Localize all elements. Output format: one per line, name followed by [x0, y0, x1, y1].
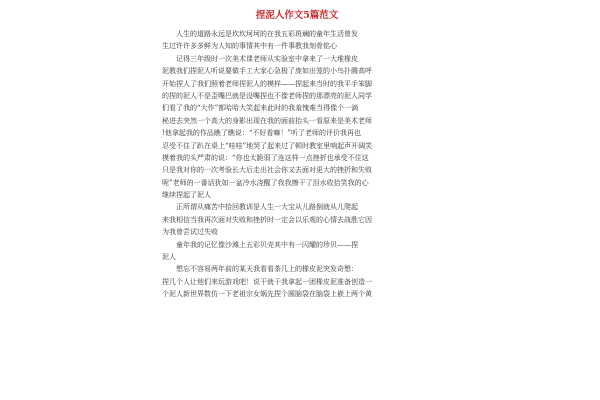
text-line: 捏几个人让他们来玩游戏吧！说干就干我拿起一团橡皮泥准备创造一 [162, 277, 372, 286]
paragraph [162, 53, 432, 202]
text-line: 为我曾尝试过失败 [162, 228, 218, 237]
text-line: 记得三年级时一次美术课老师从实验室中拿来了一大堆橡皮 [176, 54, 358, 63]
text-line: !他拿起我的作品瞧了瞧说：“不好看嘛！”听了老师的评价我再也 [162, 129, 361, 138]
text-line: 泥人 [162, 253, 176, 262]
text-line: 的捏的泥人不是歪嘴巴就是没嘴捏也不像老师捏的那漂亮的泥人同学 [162, 91, 372, 100]
text-line: 开始捏人了我们照着老师捏泥人的模样——捏起来当时的我平手笨脚 [162, 79, 372, 88]
text-line: 们看了我的“大作”都哈哈大笑起来此时的我羞愧难当得像个一滴 [162, 104, 359, 113]
text-line: 忍受不住了趴在桌上“哇哇”地哭了起来过了顿时教室里响起声开阔笑 [162, 141, 373, 150]
text-line: 来我相信当我再次面对失败和挫折时一定会以乐观的心情去战胜它因 [162, 215, 372, 224]
essay-document [162, 8, 432, 301]
text-line: 摸着我的头严肃的说：“你也太脆弱了连这样一点挫折也承受不住这 [162, 153, 369, 162]
text-line: 泥教我们捏泥人听说要做手工大家心急极了庞如出笼的小鸟扑腾高呼 [162, 67, 372, 76]
document-title: 捏泥人作文5篇范文 [255, 10, 339, 21]
text-line: 秘进去突然一个高大的身影出现在我的面前抬头一看原来是美术老师 [162, 116, 372, 125]
document-body [162, 28, 432, 301]
text-line: 正所谓从痛苦中拾回教训是人生一大宝从儿路倒就从儿爬起 [176, 203, 358, 212]
paragraph [162, 28, 432, 53]
paragraph [162, 201, 432, 238]
text-line: 人生的道路永远是坎坎坷坷的在我五彩斑斓的童年生活曾发 [176, 30, 358, 38]
paragraph [162, 263, 432, 300]
text-line: 继续捏起了泥人 [162, 191, 211, 200]
text-line: 呢”老师的一番话犹如一盆冷水浇醒了我我擦干了泪水收拾笑我的心 [162, 178, 369, 187]
text-line: 生过许许多多鲜为人知的事情其中有一件事教我刻骨铭心 [162, 42, 337, 51]
text-line: 只是我对你的一次考验长大后走出社会你又去面对更大的挫折和失败 [162, 166, 372, 175]
text-line: 个泥人新世界数仿一下老祖宗女娲先捏个圆脑袋在脑袋上嵌上两个黄 [162, 290, 372, 299]
text-line: 想忘不容易两年前的某天我看看茶几上的橡皮泥突发奇想： [176, 265, 358, 274]
text-line: 童年我的记忆像沙滩上五彩贝壳其中有一闪耀的珍贝——捏 [176, 240, 358, 249]
paragraph [162, 239, 432, 264]
